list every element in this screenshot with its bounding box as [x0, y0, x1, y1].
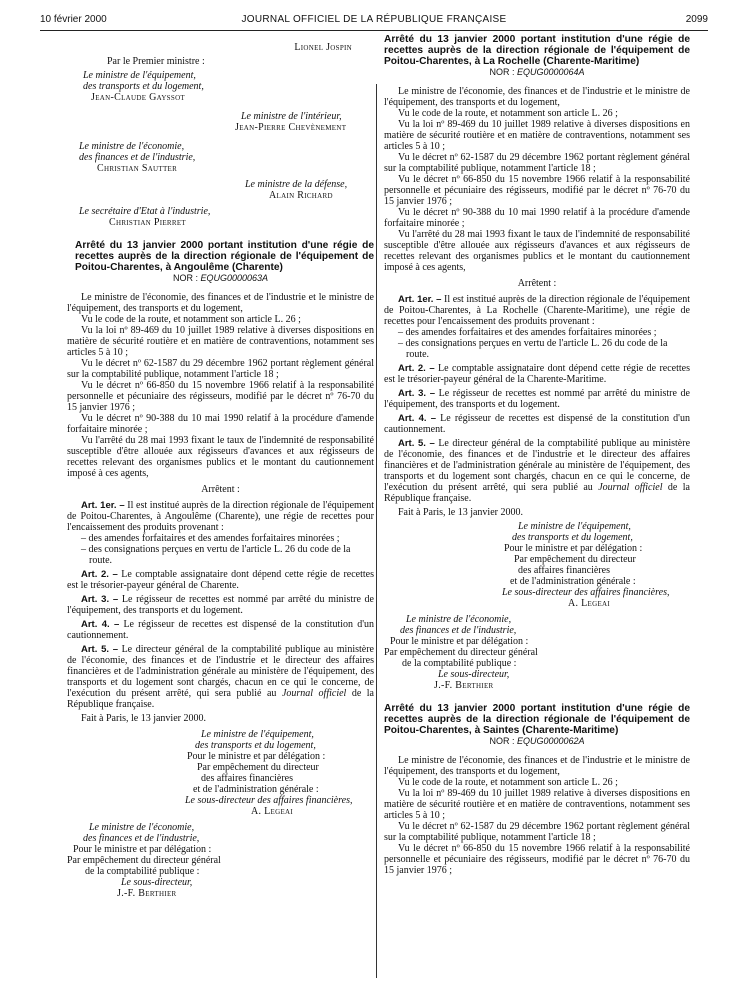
intro-line: Vu le décret nº 66-850 du 15 novembre 1966 relatif à la responsabilité personnelle et pécuniaire des régisseurs, modifié par le décret nº 76-70 du 15 janvier 1976 ;: [67, 380, 374, 413]
intro-line: Vu la loi nº 89-469 du 10 juillet 1989 relative à diverses dispositions en matière de sécurité routière et en matière de contraventions, notamment ses articles 5 à 10 ;: [384, 119, 690, 152]
column-divider: [376, 84, 377, 978]
role-interieur: Le ministre de l'intérieur,: [241, 111, 342, 122]
sig-name-legeai: A. Legeai: [568, 598, 611, 609]
article-1-item: – des consignations perçues en vertu de l'article L. 26 du code de la route.: [398, 338, 668, 360]
role-economie: Le ministre de l'économie,: [79, 141, 185, 152]
article-5: Art. 5. – Le directeur général de la comptabilité publique au ministère de l'économie, des finances et de l'industrie et le directeur des affaires financières et de l'administration générale au ministère de l'équipement, des transports et du logement sont chargés, chacun en ce qui le concerne, de l'exécution du présent arrêté, qui sera publié au Journal officiel de la République française.: [384, 438, 691, 504]
sig-name-berthier: J.-F. Berthier: [117, 888, 177, 899]
role-equipement: Le ministre de l'équipement,: [83, 70, 196, 81]
arrete-angouleme-nor: NOR : EQUG0000063A: [172, 273, 269, 283]
article-1: Art. 1er. – Il est institué auprès de la direction régionale de l'équipement de Poitou-Charentes, à Angoulême (Charente), une régie de recettes pour l'encaissement des produits provenant :: [67, 500, 375, 533]
article-5: Art. 5. – Le directeur général de la comptabilité publique au ministère de l'économie, des finances et de l'industrie et le directeur des affaires financières et de l'administration générale au ministère de l'équipement, des transports et du logement sont chargés, chacun en ce qui le concerne, de l'exécution du présent arrêté, qui sera publié au Journal officiel de la République française.: [67, 644, 374, 710]
sig-role: Le sous-directeur des affaires financières,: [185, 795, 353, 806]
sig-line: Le ministre de l'économie,: [89, 822, 195, 833]
intro-line: Le ministre de l'économie, des finances et de l'industrie et le ministre de l'équipement, des transports et du logement,: [384, 86, 690, 108]
sig-role: Le sous-directeur des affaires financières,: [502, 587, 670, 598]
header-journal-title: JOURNAL OFFICIEL DE LA RÉPUBLIQUE FRANÇAISE: [241, 14, 507, 25]
article-1-item: – des amendes forfaitaires et des amendes forfaitaires minorées ;: [81, 533, 340, 544]
intro-line: Vu le décret nº 66-850 du 15 novembre 1966 relatif à la responsabilité personnelle et pécuniaire des régisseurs, modifié par le décret nº 76-70 du 15 janvier 1976 ;: [384, 174, 690, 207]
signature-chevenement: Jean-Pierre Chevènement: [235, 122, 347, 133]
role-economie-2: des finances et de l'industrie,: [79, 152, 196, 163]
sig-line: Par empêchement du directeur général: [384, 647, 538, 658]
sig-line: Le ministre de l'économie,: [406, 614, 512, 625]
sig-line: Pour le ministre et par délégation :: [73, 844, 212, 855]
article-2: Art. 2. – Le comptable assignataire dont dépend cette régie de recettes est le trésorier-payeur général de la Charente-Maritime.: [384, 363, 690, 385]
intro-line: Vu l'arrêté du 28 mai 1993 fixant le taux de l'indemnité de responsabilité susceptible d'être allouée aux régisseurs d'avances et aux régisseurs de recettes relevant des organismes publics et le montant du cautionnement imposé à ces agents,: [67, 435, 374, 479]
sig-line: de la comptabilité publique :: [402, 658, 517, 669]
fait-a-paris: Fait à Paris, le 13 janvier 2000.: [398, 507, 523, 518]
sig-line: Pour le ministre et par délégation :: [504, 543, 643, 554]
sig-line: Le ministre de l'équipement,: [518, 521, 631, 532]
par-premier-ministre: Par le Premier ministre :: [107, 56, 205, 67]
sig-line: des affaires financières: [201, 773, 293, 784]
intro-line: Vu le décret nº 90-388 du 10 mai 1990 relatif à la procédure d'amende forfaitaire minorée ;: [67, 413, 374, 435]
sig-line: des finances et de l'industrie,: [400, 625, 517, 636]
sig-line: des transports et du logement,: [195, 740, 316, 751]
sig-line: Par empêchement du directeur: [514, 554, 636, 565]
arretent: Arrêtent :: [201, 484, 240, 495]
signature-block-equipement: [384, 521, 690, 587]
header-date: 10 février 2000: [40, 14, 107, 25]
role-equipement-2: des transports et du logement,: [83, 81, 204, 92]
arretent: Arrêtent :: [517, 278, 557, 289]
sig-line: des transports et du logement,: [512, 532, 633, 543]
sig-role: Le sous-directeur,: [438, 669, 510, 680]
intro-line: Vu le décret nº 66-850 du 15 novembre 1966 relatif à la responsabilité personnelle et pécuniaire des régisseurs, modifié par le décret nº 76-70 du 15 janvier 1976 ;: [384, 843, 690, 876]
intro-line: Vu le code de la route, et notamment son article L. 26 ;: [81, 314, 301, 325]
signature-gayssot: Jean-Claude Gayssot: [91, 92, 186, 103]
header-page-number: 2099: [685, 14, 708, 25]
intro-line: Vu la loi nº 89-469 du 10 juillet 1989 relative à diverses dispositions en matière de sécurité routière et en matière de contraventions, notamment ses articles 5 à 10 ;: [384, 788, 690, 821]
left-column: [67, 34, 374, 899]
header-rule: [40, 30, 708, 31]
article-3: Art. 3. – Le régisseur de recettes est nommé par arrêté du ministre de l'équipement, des transports et du logement.: [67, 594, 374, 616]
sig-line: Pour le ministre et par délégation :: [187, 751, 326, 762]
intro-line: Vu le code de la route, et notamment son article L. 26 ;: [398, 777, 618, 788]
arrete-la-rochelle-title: Arrêté du 13 janvier 2000 portant institution d'une régie de recettes auprès de la direction régionale de l'équipement de Poitou-Charentes, à La Rochelle (Charente-Maritime): [384, 34, 690, 67]
intro-line: Vu le décret nº 62-1587 du 29 décembre 1962 portant règlement général sur la comptabilité publique, notamment l'article 18 ;: [384, 821, 690, 843]
sig-line: et de l'administration générale :: [193, 784, 319, 795]
role-industrie: Le secrétaire d'Etat à l'industrie,: [79, 206, 211, 217]
sig-role: Le sous-directeur,: [121, 877, 193, 888]
article-1-item: – des consignations perçues en vertu de l'article L. 26 du code de la route.: [81, 544, 351, 566]
right-column: [384, 34, 690, 876]
intro-line: Vu le code de la route, et notamment son article L. 26 ;: [398, 108, 618, 119]
intro-line: Vu l'arrêté du 28 mai 1993 fixant le taux de l'indemnité de responsabilité susceptible d'être allouée aux régisseurs d'avances et aux régisseurs de recettes relevant des organismes publics et le montant du cautionnement imposé à ces agents,: [384, 229, 690, 273]
intro-line: Vu le décret nº 90-388 du 10 mai 1990 relatif à la procédure d'amende forfaitaire minorée ;: [384, 207, 690, 229]
article-4: Art. 4. – Le régisseur de recettes est dispensé de la constitution d'un cautionnement.: [67, 619, 375, 641]
sig-name-legeai: A. Legeai: [251, 806, 294, 817]
article-1: Art. 1er. – Il est institué auprès de la direction régionale de l'équipement de Poitou-Charentes, à La Rochelle (Charente-Maritime), une régie de recettes pour l'encaissement des produits provenant :: [384, 294, 691, 327]
sig-line: Par empêchement du directeur: [197, 762, 319, 773]
arrete-saintes-title: Arrêté du 13 janvier 2000 portant institution d'une régie de recettes auprès de la direction régionale de l'équipement de Poitou-Charentes, à Saintes (Charente-Maritime): [384, 703, 690, 736]
article-1-item: – des amendes forfaitaires et des amendes forfaitaires minorées ;: [398, 327, 657, 338]
arrete-saintes-nor: NOR : EQUG0000062A: [489, 736, 585, 746]
sig-line: Pour le ministre et par délégation :: [390, 636, 529, 647]
role-defense: Le ministre de la défense,: [245, 179, 348, 190]
article-2: Art. 2. – Le comptable assignataire dont dépend cette régie de recettes est le trésorier-payeur général de Charente.: [67, 569, 374, 591]
page-header: [40, 14, 708, 28]
sig-line: des finances et de l'industrie,: [83, 833, 200, 844]
signature-block-equipement: [67, 729, 374, 795]
sig-line: de la comptabilité publique :: [85, 866, 200, 877]
signature-richard: Alain Richard: [269, 190, 333, 201]
fait-a-paris: Fait à Paris, le 13 janvier 2000.: [81, 713, 206, 724]
intro-line: Vu le décret nº 62-1587 du 29 décembre 1962 portant règlement général sur la comptabilité publique, notamment l'article 18 ;: [67, 358, 374, 380]
arrete-la-rochelle-nor: NOR : EQUG0000064A: [489, 67, 585, 77]
sig-name-berthier: J.-F. Berthier: [434, 680, 494, 691]
sig-line: des affaires financières: [518, 565, 610, 576]
signature-sautter: Christian Sautter: [97, 163, 178, 174]
signature-jospin: Lionel Jospin: [294, 42, 352, 53]
article-3: Art. 3. – Le régisseur de recettes est nommé par arrêté du ministre de l'équipement, des transports et du logement.: [384, 388, 690, 410]
sig-line: Par empêchement du directeur général: [67, 855, 221, 866]
arrete-angouleme-title: Arrêté du 13 janvier 2000 portant institution d'une régie de recettes auprès de la direction régionale de l'équipement de Poitou-Charentes, à Angoulême (Charente): [75, 240, 374, 273]
sig-line: et de l'administration générale :: [510, 576, 636, 587]
intro-line: Vu la loi nº 89-469 du 10 juillet 1989 relative à diverses dispositions en matière de sécurité routière et en matière de contraventions, notamment ses articles 5 à 10 ;: [67, 325, 374, 358]
intro-line: Le ministre de l'économie, des finances et de l'industrie et le ministre de l'équipement, des transports et du logement,: [67, 292, 374, 314]
sig-line: Le ministre de l'équipement,: [201, 729, 314, 740]
intro-line: Vu le décret nº 62-1587 du 29 décembre 1962 portant règlement général sur la comptabilité publique, notamment l'article 18 ;: [384, 152, 690, 174]
intro-line: Le ministre de l'économie, des finances et de l'industrie et le ministre de l'équipement, des transports et du logement,: [384, 755, 690, 777]
article-4: Art. 4. – Le régisseur de recettes est dispensé de la constitution d'un cautionnement.: [384, 413, 690, 435]
signature-pierret: Christian Pierret: [109, 217, 186, 228]
